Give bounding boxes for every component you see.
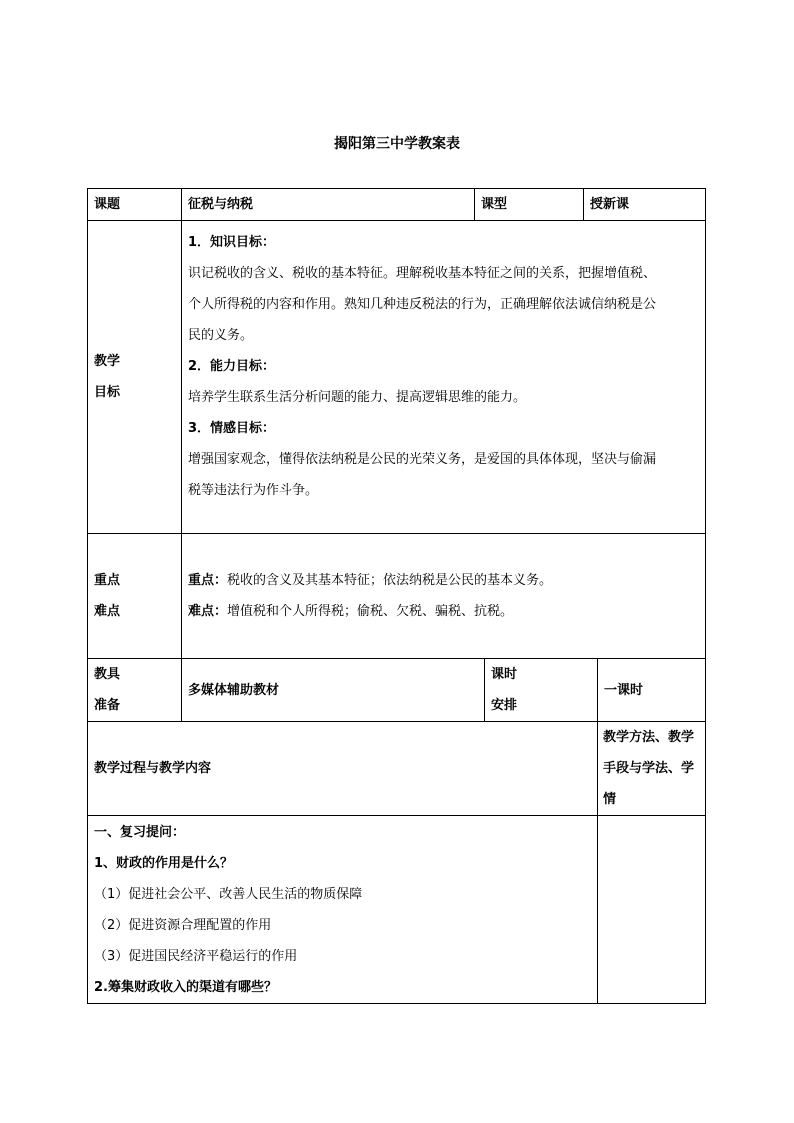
review-answer-2: （2）促进资源合理配置的作用 [94, 918, 272, 933]
ability-heading: 2．能力目标： [188, 359, 276, 374]
tools-label: 教具 准备 [88, 659, 182, 722]
review-heading: 一、复习提问： [94, 825, 186, 840]
objectives-row [88, 221, 706, 534]
review-content [88, 816, 598, 1004]
review-question-2: 2.筹集财政收入的渠道有哪些？ [94, 980, 277, 995]
keypoints-row [88, 534, 706, 659]
emotion-text-2: 税等违法行为作斗争。 [188, 483, 319, 498]
period-label: 课时 安排 [485, 659, 598, 722]
process-header-row [88, 722, 706, 816]
review-question-1: 1、财政的作用是什么？ [94, 856, 234, 871]
keypoints-label: 重点 难点 [88, 534, 182, 659]
knowledge-text-1: 识记税收的含义、税收的基本特征。理解税收基本特征之间的关系，把握增值税、 [188, 266, 657, 281]
key-point: 重点：税收的含义及其基本特征；依法纳税是公民的基本义务。 [188, 573, 553, 588]
process-header-left: 教学过程与教学内容 [88, 722, 598, 816]
objectives-label: 教学 目标 [88, 221, 182, 534]
emotion-text-1: 增强国家观念，懂得依法纳税是公民的光荣义务，是爱国的具体体现，坚决与偷漏 [188, 452, 657, 467]
review-answer-3: （3）促进国民经济平稳运行的作用 [94, 949, 298, 964]
period-value: 一课时 [598, 659, 706, 722]
topic-value: 征税与纳税 [182, 189, 475, 221]
emotion-heading: 3．情感目标： [188, 421, 276, 436]
type-label: 课型 [475, 189, 584, 221]
process-header-right: 教学方法、教学 手段与学法、学 情 [598, 722, 706, 816]
review-method-cell [598, 816, 706, 1004]
tools-row [88, 659, 706, 722]
objectives-content [182, 221, 706, 534]
topic-label: 课题 [88, 189, 182, 221]
ability-text: 培养学生联系生活分析问题的能力、提高逻辑思维的能力。 [188, 390, 527, 405]
difficult-point: 难点：增值税和个人所得税；偷税、欠税、骗税、抗税。 [188, 604, 514, 619]
keypoints-content [182, 534, 706, 659]
type-value: 授新课 [584, 189, 706, 221]
review-row [88, 816, 706, 1004]
knowledge-text-3: 民的义务。 [188, 328, 254, 343]
tools-value: 多媒体辅助教材 [182, 659, 485, 722]
review-answer-1: （1）促进社会公平、改善人民生活的物质保障 [94, 887, 363, 902]
lesson-plan-table [87, 188, 706, 1004]
knowledge-text-2: 个人所得税的内容和作用。熟知几种违反税法的行为，正确理解依法诚信纳税是公 [188, 297, 657, 312]
page-title: 揭阳第三中学教案表 [334, 136, 460, 152]
topic-row [88, 189, 706, 221]
knowledge-heading: 1．知识目标： [188, 235, 276, 250]
